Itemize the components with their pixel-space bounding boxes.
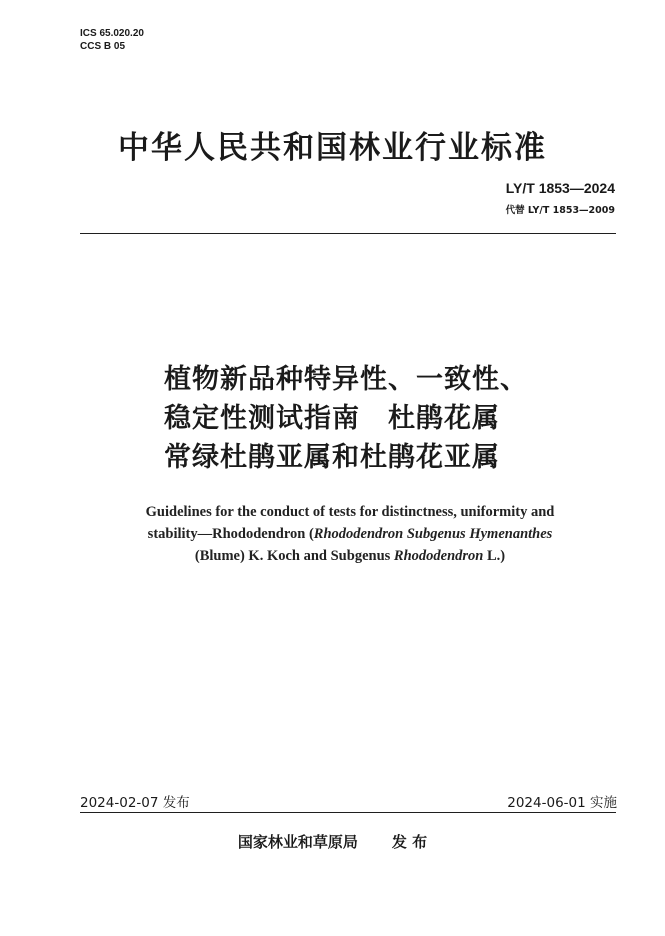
chinese-title-line-1: 植物新品种特异性、一致性、	[164, 364, 528, 395]
implementation-date: 2024-06-01 实施	[507, 795, 617, 811]
english-title-line-3-italic: Rhododendron	[393, 548, 484, 564]
english-title-line-2	[100, 523, 600, 545]
english-title-line-2-italic: Rhododendron Subgenus Hymenanthes	[313, 526, 553, 542]
chinese-title-line-2: 稳定性测试指南 杜鹃花属	[164, 403, 500, 434]
publisher-line	[0, 831, 665, 852]
chinese-title	[164, 360, 528, 477]
footer-divider	[80, 812, 616, 813]
replaces-standard: 代替 LY/T 1853—2009	[505, 205, 615, 216]
standard-number: LY/T 1853—2024	[505, 180, 615, 196]
english-title	[100, 501, 600, 567]
english-title-line-2-text: stability—Rhododendron (	[147, 526, 314, 542]
ccs-code: CCS B 05	[80, 41, 126, 52]
issue-date: 2024-02-07 发布	[80, 795, 190, 811]
standard-category-title: 中华人民共和国林业行业标准	[118, 130, 547, 166]
classification-codes	[80, 27, 144, 53]
english-title-line-3-text: (Blume) K. Koch and Subgenus	[194, 548, 394, 564]
chinese-title-line-3: 常绿杜鹃亚属和杜鹃花亚属	[164, 442, 500, 473]
english-title-line-3	[100, 545, 600, 567]
ics-code: ICS 65.020.20	[80, 28, 144, 39]
english-title-line-3-end: L.)	[483, 548, 506, 564]
header-divider	[80, 233, 616, 234]
publisher-name: 国家林业和草原局	[237, 833, 358, 851]
english-title-line-1: Guidelines for the conduct of tests for distinctness, uniformity and	[145, 504, 555, 520]
publisher-action: 发 布	[391, 833, 428, 851]
